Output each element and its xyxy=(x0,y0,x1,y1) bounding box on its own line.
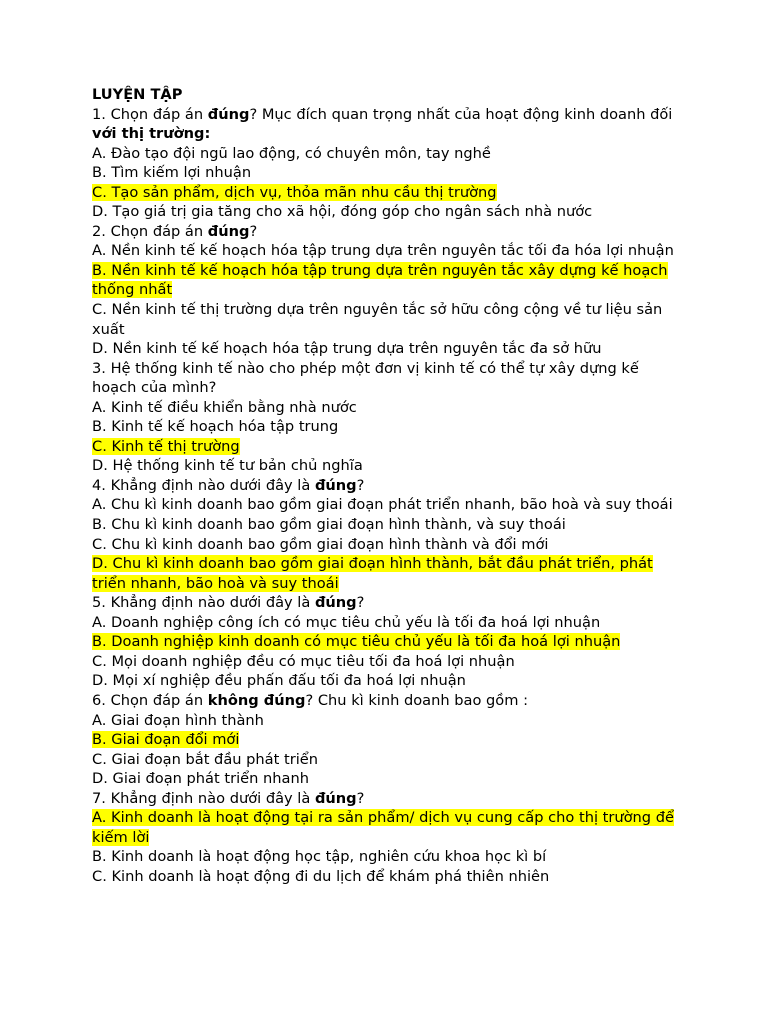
question-text-7: 7. Khẳng định nào dưới đây là đúng? xyxy=(92,789,365,807)
question-block-2 xyxy=(92,222,682,359)
question-block-1 xyxy=(92,105,682,222)
question-text-3: 3. Hệ thống kinh tế nào cho phép một đơn vị kinh tế có thể tự xây dựng kế hoạch của mình? xyxy=(92,359,639,397)
question-text-5: 5. Khẳng định nào dưới đây là đúng? xyxy=(92,594,365,612)
option-1b: B. Tìm kiếm lợi nhuận xyxy=(92,164,252,182)
option-3d: D. Hệ thống kinh tế tư bản chủ nghĩa xyxy=(92,457,363,475)
option-4d-correct: D. Chu kì kinh doanh bao gồm giai đoạn hình thành, bắt đầu phát triển, phát triển nhanh, bão hoà và suy thoái xyxy=(92,555,653,592)
option-6d: D. Giai đoạn phát triển nhanh xyxy=(92,770,309,788)
option-6b-correct: B. Giai đoạn đổi mới xyxy=(92,731,240,749)
option-1a: A. Đào tạo đội ngũ lao động, có chuyên môn, tay nghề xyxy=(92,144,491,162)
option-2a: A. Nền kinh tế kế hoạch hóa tập trung dựa trên nguyên tắc tối đa hóa lợi nhuận xyxy=(92,242,674,260)
option-1c-correct: C. Tạo sản phẩm, dịch vụ, thỏa mãn nhu cầu thị trường xyxy=(92,183,497,201)
option-2c: C. Nền kinh tế thị trường dựa trên nguyên tắc sở hữu công cộng về tư liệu sản xuất xyxy=(92,301,663,338)
question-text-1: 1. Chọn đáp án đúng? Mục đích quan trọng nhất của hoạt động kinh doanh đối với thị trường: xyxy=(92,105,673,143)
option-3b: B. Kinh tế kế hoạch hóa tập trung xyxy=(92,418,339,436)
question-block-3 xyxy=(92,359,682,476)
option-2d: D. Nền kinh tế kế hoạch hóa tập trung dựa trên nguyên tắc đa sở hữu xyxy=(92,340,602,358)
option-5d: D. Mọi xí nghiệp đều phấn đấu tối đa hoá lợi nhuận xyxy=(92,672,466,690)
option-4a: A. Chu kì kinh doanh bao gồm giai đoạn phát triển nhanh, bão hoà và suy thoái xyxy=(92,496,673,514)
question-text-6: 6. Chọn đáp án không đúng? Chu kì kinh doanh bao gồm : xyxy=(92,691,528,709)
option-7a-correct: A. Kinh doanh là hoạt động tại ra sản phẩm/ dịch vụ cung cấp cho thị trường để kiếm lời xyxy=(92,809,674,846)
document-page xyxy=(92,85,682,886)
option-6c: C. Giai đoạn bắt đầu phát triển xyxy=(92,750,318,768)
option-5a: A. Doanh nghiệp công ích có mục tiêu chủ yếu là tối đa hoá lợi nhuận xyxy=(92,613,601,631)
document-title: LUYỆN TẬP xyxy=(92,86,183,103)
option-4c: C. Chu kì kinh doanh bao gồm giai đoạn hình thành và đổi mới xyxy=(92,535,549,553)
option-6a: A. Giai đoạn hình thành xyxy=(92,711,264,729)
option-7b: B. Kinh doanh là hoạt động học tập, nghiên cứu khoa học kì bí xyxy=(92,848,547,866)
option-5b-correct: B. Doanh nghiệp kinh doanh có mục tiêu chủ yếu là tối đa hoá lợi nhuận xyxy=(92,633,621,651)
question-block-6 xyxy=(92,691,682,789)
question-text-2: 2. Chọn đáp án đúng? xyxy=(92,222,258,240)
option-7c: C. Kinh doanh là hoạt động đi du lịch để khám phá thiên nhiên xyxy=(92,867,550,885)
question-block-5 xyxy=(92,593,682,691)
option-1d: D. Tạo giá trị gia tăng cho xã hội, đóng góp cho ngân sách nhà nước xyxy=(92,203,593,221)
option-4b: B. Chu kì kinh doanh bao gồm giai đoạn hình thành, và suy thoái xyxy=(92,516,566,534)
question-block-7 xyxy=(92,789,682,887)
option-3a: A. Kinh tế điều khiển bằng nhà nước xyxy=(92,398,357,416)
option-3c-correct: C. Kinh tế thị trường xyxy=(92,437,240,455)
option-2b-correct: B. Nền kinh tế kế hoạch hóa tập trung dựa trên nguyên tắc xây dựng kế hoạch thống nhất xyxy=(92,261,668,299)
option-5c: C. Mọi doanh nghiệp đều có mục tiêu tối đa hoá lợi nhuận xyxy=(92,652,515,670)
question-block-4 xyxy=(92,476,682,593)
question-text-4: 4. Khẳng định nào dưới đây là đúng? xyxy=(92,476,365,494)
